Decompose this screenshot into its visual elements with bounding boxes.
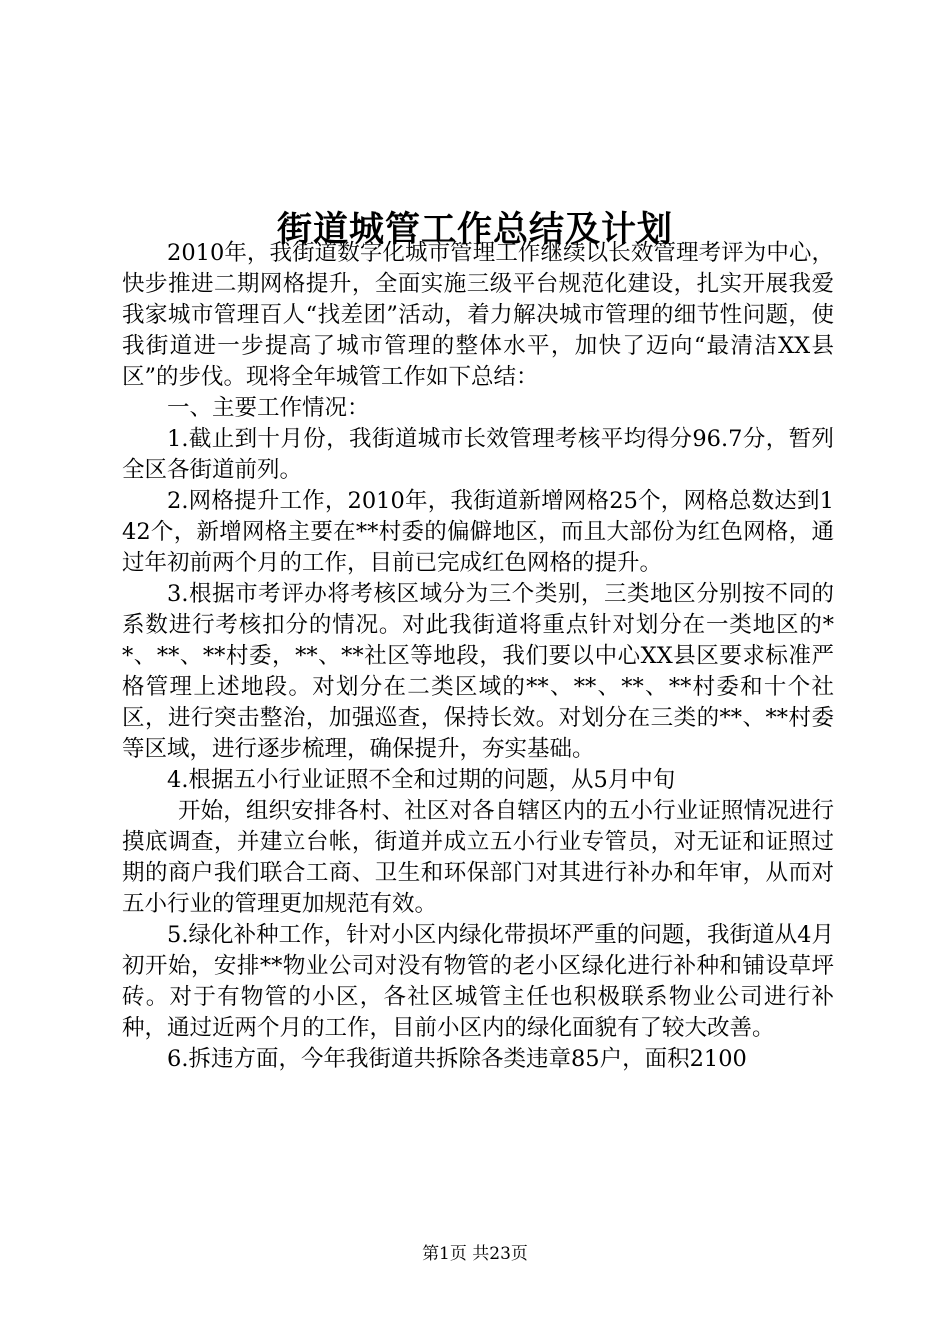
paragraph-item-4-continued: 开始，组织安排各村、社区对各自辖区内的五小行业证照情况进行摸底调查，并建立台帐，街道并成立五小行业专管员，对无证和证照过期的商户我们联合工商、卫生和环保部门对其进行补办和年审，从而对五小行业的管理更加规范有效。: [122, 798, 834, 917]
paragraph-item-4: 4.根据五小行业证照不全和过期的问题，从5月中旬: [167, 767, 676, 793]
paragraph-item-2: 2.网格提升工作，2010年，我街道新增网格25个，网格总数达到142个，新增网格主要在**村委的偏僻地区，而且大部份为红色网格，通过年初前两个月的工作，目前已完成红色网格的提升。: [122, 488, 834, 576]
paragraph-intro: 2010年，我街道数字化城市管理工作继续以长效管理考评为中心，快步推进二期网格提升，全面实施三级平台规范化建设，扎实开展我爱我家城市管理百人“找差团”活动，着力解决城市管理的细节性问题，使我街道进一步提高了城市管理的整体水平，加快了迈向“最清洁XX县区”的步伐。现将全年城管工作如下总结：: [122, 240, 834, 390]
section-heading-main-work: 一、主要工作情况：: [167, 395, 370, 421]
document-title: 街道城管工作总结及计划: [276, 209, 673, 251]
paragraph-item-5: 5.绿化补种工作，针对小区内绿化带损坏严重的问题，我街道从4月初开始，安排**物业公司对没有物管的老小区绿化进行补种和铺设草坪砖。对于有物管的小区，各社区城管主任也积极联系物业公司进行补种，通过近两个月的工作，目前小区内的绿化面貌有了较大改善。: [122, 922, 834, 1041]
page-number-footer: 第1页 共23页: [422, 1244, 528, 1264]
paragraph-item-3: 3.根据市考评办将考核区域分为三个类别，三类地区分别按不同的系数进行考核扣分的情况。对此我街道将重点针对划分在一类地区的**、**、**村委，**、**社区等地段，我们要以中心XX县区要求标准严格管理上述地段。对划分在二类区域的**、**、**、**村委和十个社区，进行突击整治，加强巡查，保持长效。对划分在三类的**、**村委等区域，进行逐步梳理，确保提升，夯实基础。: [122, 581, 834, 762]
paragraph-item-1: 1.截止到十月份，我街道城市长效管理考核平均得分96.7分，暂列全区各街道前列。: [122, 426, 834, 483]
paragraph-item-6: 6.拆违方面，今年我街道共拆除各类违章85户，面积2100: [167, 1046, 747, 1072]
document-body: [122, 238, 834, 1075]
